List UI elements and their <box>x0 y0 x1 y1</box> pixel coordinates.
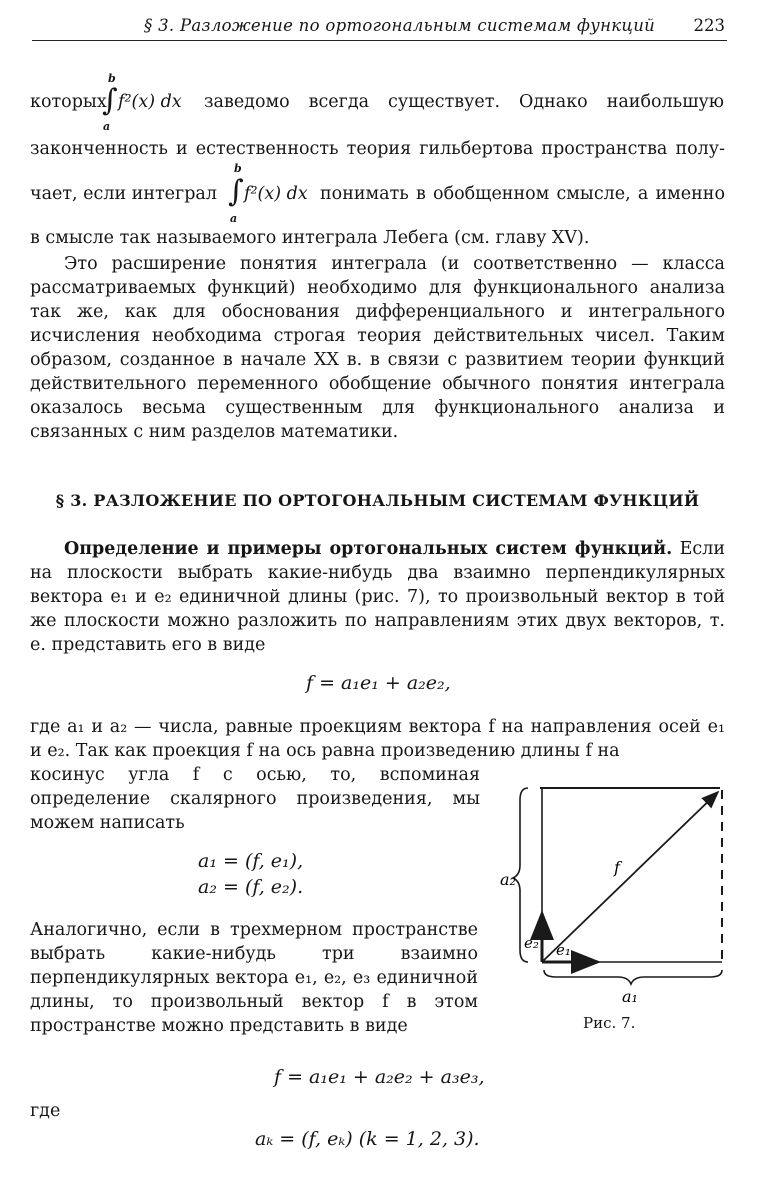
formula-3d-decomposition: f = a₁e₁ + a₂e₂ + a₃e₃, <box>274 1066 485 1088</box>
text-line-4 <box>30 228 589 248</box>
text-line-3 <box>30 184 217 204</box>
line2: законченность и естественность теория гильбертова пространства полу- <box>30 139 725 159</box>
line4: в смысле так называемого интеграла Лебега (см. главу XV). <box>30 228 590 248</box>
integral-upper-limit: b <box>234 162 242 175</box>
text-line-1 <box>30 92 107 112</box>
paragraph-definition-body: Если на плоскости выбрать какие-нибудь два взаимно перпендикулярных вектора e₁ и e₂ единичной длины (рис. 7), то произвольный вектор в той же плоскости можно разложить по направлениям этих двух векторов, т. е. представить его в виде <box>30 539 725 655</box>
paragraph-lebesgue: Это расширение понятия интеграла (и соответственно — класса рассматриваемых функций) необходимо для функционального анализа так же, как для обоснования дифференциального и интегрального исчисления необходима строгая теория действительных чисел. Таким образом, созданное в начале XX в. в связи с развитием теории функций действительного переменного обобщение обычного понятия интеграла оказалось весьма существенным для функционального анализа и связанных с ним разделов математики. <box>30 254 725 442</box>
text-line-2 <box>30 139 725 159</box>
header-title: § 3. Разложение по ортогональным системам функций <box>144 16 656 35</box>
integral-sign: ∫ <box>102 83 118 118</box>
paragraph-projections: где a₁ и a₂ — числа, равные проекциям вектора f на направления осей e₁ и e₂. Так как проекция f на ось равна произведению длины f на <box>30 717 725 761</box>
brace-a1 <box>544 970 722 984</box>
label-e1: e₁ <box>556 941 571 959</box>
line3-pre: чает, если интеграл <box>30 184 217 204</box>
section-title: § 3. РАЗЛОЖЕНИЕ ПО ОРТОГОНАЛЬНЫМ СИСТЕМАМ ФУНКЦИЙ <box>55 491 700 510</box>
formula-2d-decomposition: f = a₁e₁ + a₂e₂, <box>306 672 451 694</box>
integral-sign: ∫ <box>228 174 244 209</box>
paragraph-heading: Определение и примеры ортогональных систем функций. <box>64 539 673 559</box>
integral-2 <box>228 162 323 225</box>
formula-a2: a₂ = (f, e₂). <box>198 876 304 898</box>
integral-1 <box>100 72 195 132</box>
paragraph-3d: Аналогично, если в трехмерном пространстве выбрать какие-нибудь три взаимно перпендикулярных вектора e₁, e₂, e₃ единичной длины, то произвольный вектор f в этом пространстве можно представить в виде <box>30 920 478 1036</box>
integrand: f²(x) dx <box>118 92 182 112</box>
page-number: 223 <box>693 16 725 35</box>
line3-post: понимать в обобщенном смысле, а именно <box>320 184 725 204</box>
label-e2: e₂ <box>524 934 539 952</box>
paragraph-definition <box>30 537 725 657</box>
figure-vector-decomposition <box>500 770 735 1010</box>
paragraph-scalar-product: косинус угла f с осью, то, вспоминая определение скалярного произведения, мы можем написать <box>30 765 480 833</box>
integrand: f²(x) dx <box>244 184 308 204</box>
integral-upper-limit: b <box>108 72 116 85</box>
where-label: где <box>30 1101 61 1121</box>
formula-a1: a₁ = (f, e₁), <box>198 850 304 872</box>
text-line-3-post <box>320 184 725 204</box>
integral-lower-limit: a <box>103 120 111 133</box>
label-a2: a₂ <box>500 870 516 889</box>
integral-lower-limit: a <box>230 212 238 225</box>
label-a1: a₁ <box>622 987 638 1006</box>
vector-f <box>542 792 718 962</box>
running-header <box>32 12 727 41</box>
line1-pre: которых <box>30 92 107 112</box>
text-line-1-post <box>204 92 724 112</box>
figure-caption: Рис. 7. <box>583 1014 636 1032</box>
label-f: f <box>614 858 620 877</box>
formula-coefficients: aₖ = (f, eₖ) (k = 1, 2, 3). <box>255 1128 480 1150</box>
line1-post: заведомо всегда существует. Однако наибольшую <box>204 92 724 112</box>
